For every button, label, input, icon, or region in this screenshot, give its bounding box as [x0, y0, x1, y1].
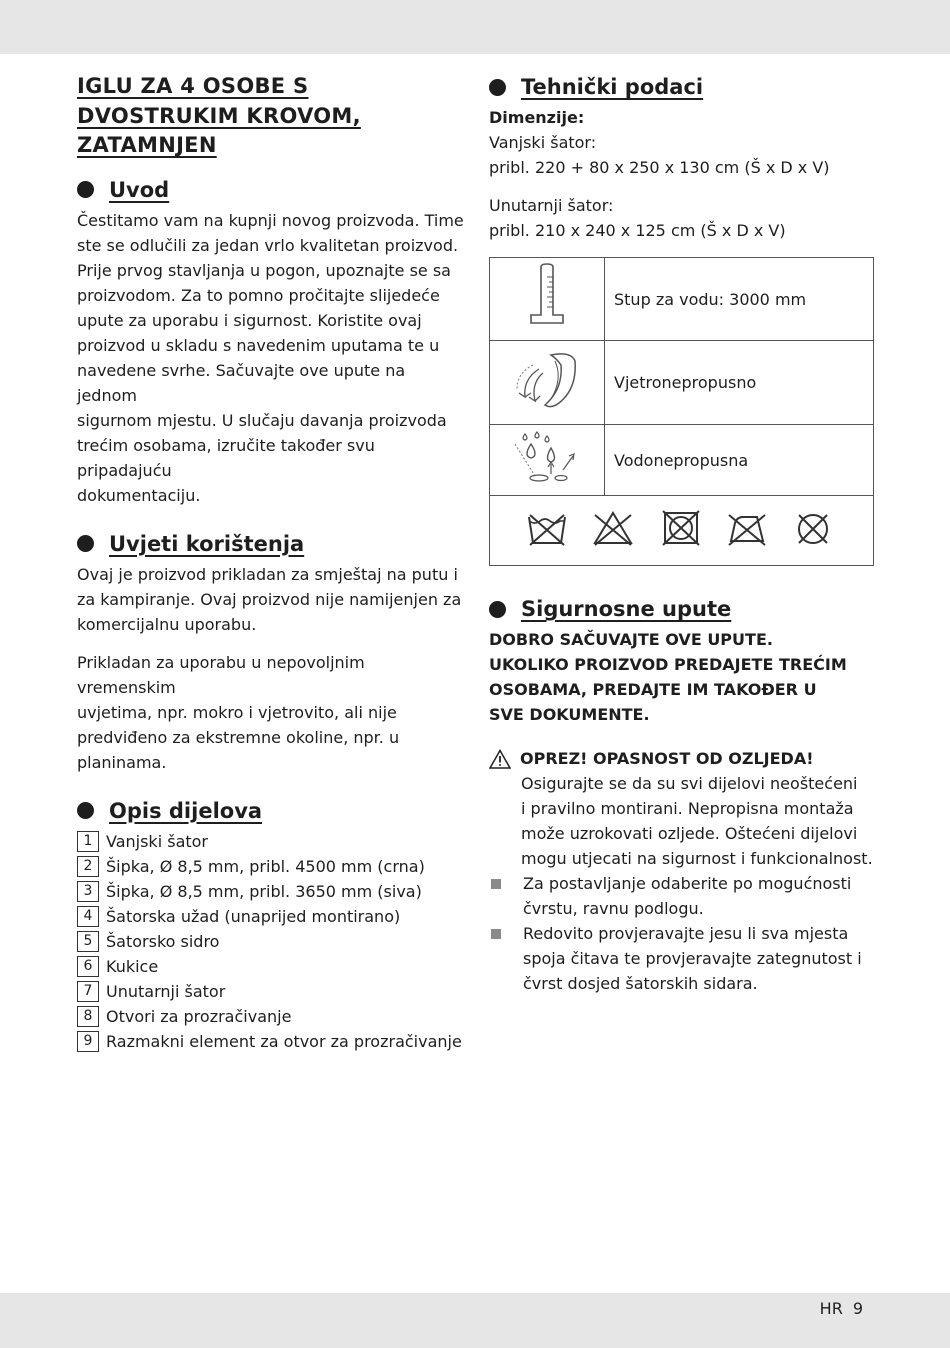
care-icons-cell [490, 496, 874, 566]
list-item [77, 1004, 467, 1029]
list-item [489, 871, 879, 921]
section-bullet-icon [77, 181, 94, 198]
water-column-icon [527, 263, 567, 331]
warning-heading [489, 746, 879, 771]
square-bullet-icon [491, 929, 501, 939]
intro-text [77, 208, 467, 508]
part-number: 6 [77, 956, 99, 977]
text-line: mogu utjecati na sigurnost i funkcionalnost. [521, 849, 873, 868]
part-label: Razmakni element za otvor za prozračivanje [106, 1031, 462, 1051]
section-safety-heading [489, 594, 879, 624]
footer-band [0, 1293, 950, 1348]
section-tech-heading [489, 72, 879, 102]
do-not-bleach-icon [595, 513, 631, 545]
language-code: HR [819, 1299, 843, 1318]
list-item [77, 954, 467, 979]
page-footer [810, 1300, 863, 1318]
tech-table [489, 257, 874, 566]
part-number: 5 [77, 931, 99, 952]
text-line: čvrst dosjed šatorskih sidara. [523, 974, 758, 993]
text-line: dokumentaciju. [77, 485, 201, 505]
table-row [490, 496, 874, 566]
text-line: trećim osobama, izručite također svu pripadajuću [77, 435, 375, 480]
care-symbols [527, 509, 837, 549]
table-row [490, 425, 874, 496]
square-bullet-icon [491, 879, 501, 889]
text-line: spoja čitava te provjeravajte zategnutost i [523, 949, 862, 968]
part-label: Šipka, Ø 8,5 mm, pribl. 4500 mm (crna) [106, 856, 425, 876]
part-label: Vanjski šator [106, 831, 209, 851]
windproof-icon [511, 349, 583, 413]
text-line: Čestitamo vam na kupnji novog proizvoda. Time [77, 210, 464, 230]
list-item [77, 929, 467, 954]
usage-text-2 [77, 650, 467, 775]
outer-tent-label: Vanjski šator: [489, 133, 597, 152]
inner-tent-value: pribl. 210 x 240 x 125 cm (Š x D x V) [489, 221, 786, 240]
text-line: UKOLIKO PROIZVOD PREDAJETE TREĆIM [489, 655, 847, 674]
do-not-dry-clean-icon [799, 515, 827, 543]
part-number: 1 [77, 831, 99, 852]
section-bullet-icon [489, 79, 506, 96]
outer-tent-value: pribl. 220 + 80 x 250 x 130 cm (Š x D x V) [489, 158, 830, 177]
part-label: Kukice [106, 956, 159, 976]
text-line: DOBRO SAČUVAJTE OVE UPUTE. [489, 630, 773, 649]
table-row [490, 341, 874, 425]
part-number: 7 [77, 981, 99, 1002]
usage-text-1 [77, 562, 467, 637]
text-line: upute za uporabu i sigurnost. Koristite ovaj [77, 310, 422, 330]
text-line: Prikladan za uporabu u nepovoljnim vremenskim [77, 652, 365, 697]
part-label: Unutarnji šator [106, 981, 226, 1001]
text-line: Ovaj je proizvod prikladan za smještaj na putu i [77, 564, 458, 584]
dimensions-label: Dimenzije: [489, 108, 585, 127]
section-bullet-icon [489, 601, 506, 618]
text-line: SVE DOKUMENTE. [489, 705, 650, 724]
section-title: Uvod [109, 177, 170, 202]
section-bullet-icon [77, 802, 94, 819]
text-line: Redovito provjeravajte jesu li sva mjesta [523, 924, 849, 943]
part-label: Šatorsko sidro [106, 931, 220, 951]
text-line: Prije prvog stavljanja u pogon, upoznajte se sa [77, 260, 451, 280]
document-title [77, 72, 467, 161]
do-not-wash-icon [529, 515, 565, 545]
text-line: čvrstu, ravnu podlogu. [523, 899, 704, 918]
table-icon-cell [490, 258, 605, 341]
warning-text [489, 771, 879, 871]
do-not-iron-icon [729, 515, 765, 545]
list-item [489, 921, 879, 996]
safety-caps-text [489, 627, 879, 727]
part-number: 4 [77, 906, 99, 927]
part-number: 8 [77, 1006, 99, 1027]
part-label: Šatorska užad (unaprijed montirano) [106, 906, 401, 926]
text-line: predviđeno za ekstremne okoline, npr. u [77, 727, 400, 747]
left-column [77, 72, 467, 1054]
list-item [77, 1029, 467, 1054]
title-line-3: ZATAMNJEN [77, 133, 217, 157]
section-parts-heading [77, 796, 467, 826]
list-item [77, 829, 467, 854]
text-line: proizvodom. Za to pomno pročitajte slijedeće [77, 285, 440, 305]
list-item [77, 904, 467, 929]
title-line-1: IGLU ZA 4 OSOBE S [77, 74, 309, 98]
text-line: Za postavljanje odaberite po mogućnosti [523, 874, 852, 893]
part-label: Šipka, Ø 8,5 mm, pribl. 3650 mm (siva) [106, 881, 422, 901]
section-title: Opis dijelova [109, 798, 263, 823]
table-icon-cell [490, 341, 605, 425]
right-column [489, 72, 879, 996]
list-item [77, 879, 467, 904]
warning-title: OPREZ! OPASNOST OD OZLJEDA! [520, 749, 814, 768]
text-line: može uzrokovati ozljede. Oštećeni dijelovi [521, 824, 858, 843]
table-label-cell: Vodonepropusna [605, 425, 874, 496]
text-line: uvjetima, npr. mokro i vjetrovito, ali nije [77, 702, 397, 722]
section-intro-heading [77, 175, 467, 205]
do-not-tumble-dry-icon [663, 511, 699, 545]
text-line: navedene svrhe. Sačuvajte ove upute na jednom [77, 360, 406, 405]
list-item [77, 854, 467, 879]
warning-triangle-icon [489, 749, 511, 769]
section-title: Uvjeti korištenja [109, 531, 305, 556]
section-bullet-icon [77, 535, 94, 552]
part-number: 9 [77, 1031, 99, 1052]
text-line: komercijalnu uporabu. [77, 614, 257, 634]
text-line: sigurnom mjestu. U slučaju davanja proizvoda [77, 410, 447, 430]
section-title: Tehnički podaci [521, 75, 704, 99]
table-icon-cell [490, 425, 605, 496]
inner-tent-label: Unutarnji šator: [489, 196, 614, 215]
table-label-cell: Stup za vodu: 3000 mm [605, 258, 874, 341]
parts-list [77, 829, 467, 1054]
text-line: Osigurajte se da su svi dijelovi neoštećeni [521, 774, 858, 793]
text-line: ste se odlučili za jedan vrlo kvalitetan proizvod. [77, 235, 459, 255]
table-row [490, 258, 874, 341]
list-item [77, 979, 467, 1004]
text-line: za kampiranje. Ovaj proizvod nije namijenjen za [77, 589, 462, 609]
text-line: proizvod u skladu s navedenim uputama te u [77, 335, 440, 355]
header-band [0, 0, 950, 54]
part-label: Otvori za prozračivanje [106, 1006, 292, 1026]
text-line: OSOBAMA, PREDAJTE IM TAKOĐER U [489, 680, 817, 699]
page-number: 9 [852, 1299, 863, 1318]
part-number: 2 [77, 856, 99, 877]
waterproof-icon [511, 428, 583, 488]
part-number: 3 [77, 881, 99, 902]
text-line: i pravilno montirani. Nepropisna montaža [521, 799, 854, 818]
section-title: Sigurnosne upute [521, 597, 732, 621]
table-label-cell: Vjetronepropusno [605, 341, 874, 425]
section-usage-heading [77, 529, 467, 559]
text-line: planinama. [77, 752, 167, 772]
title-line-2: DVOSTRUKIM KROVOM, [77, 103, 361, 128]
